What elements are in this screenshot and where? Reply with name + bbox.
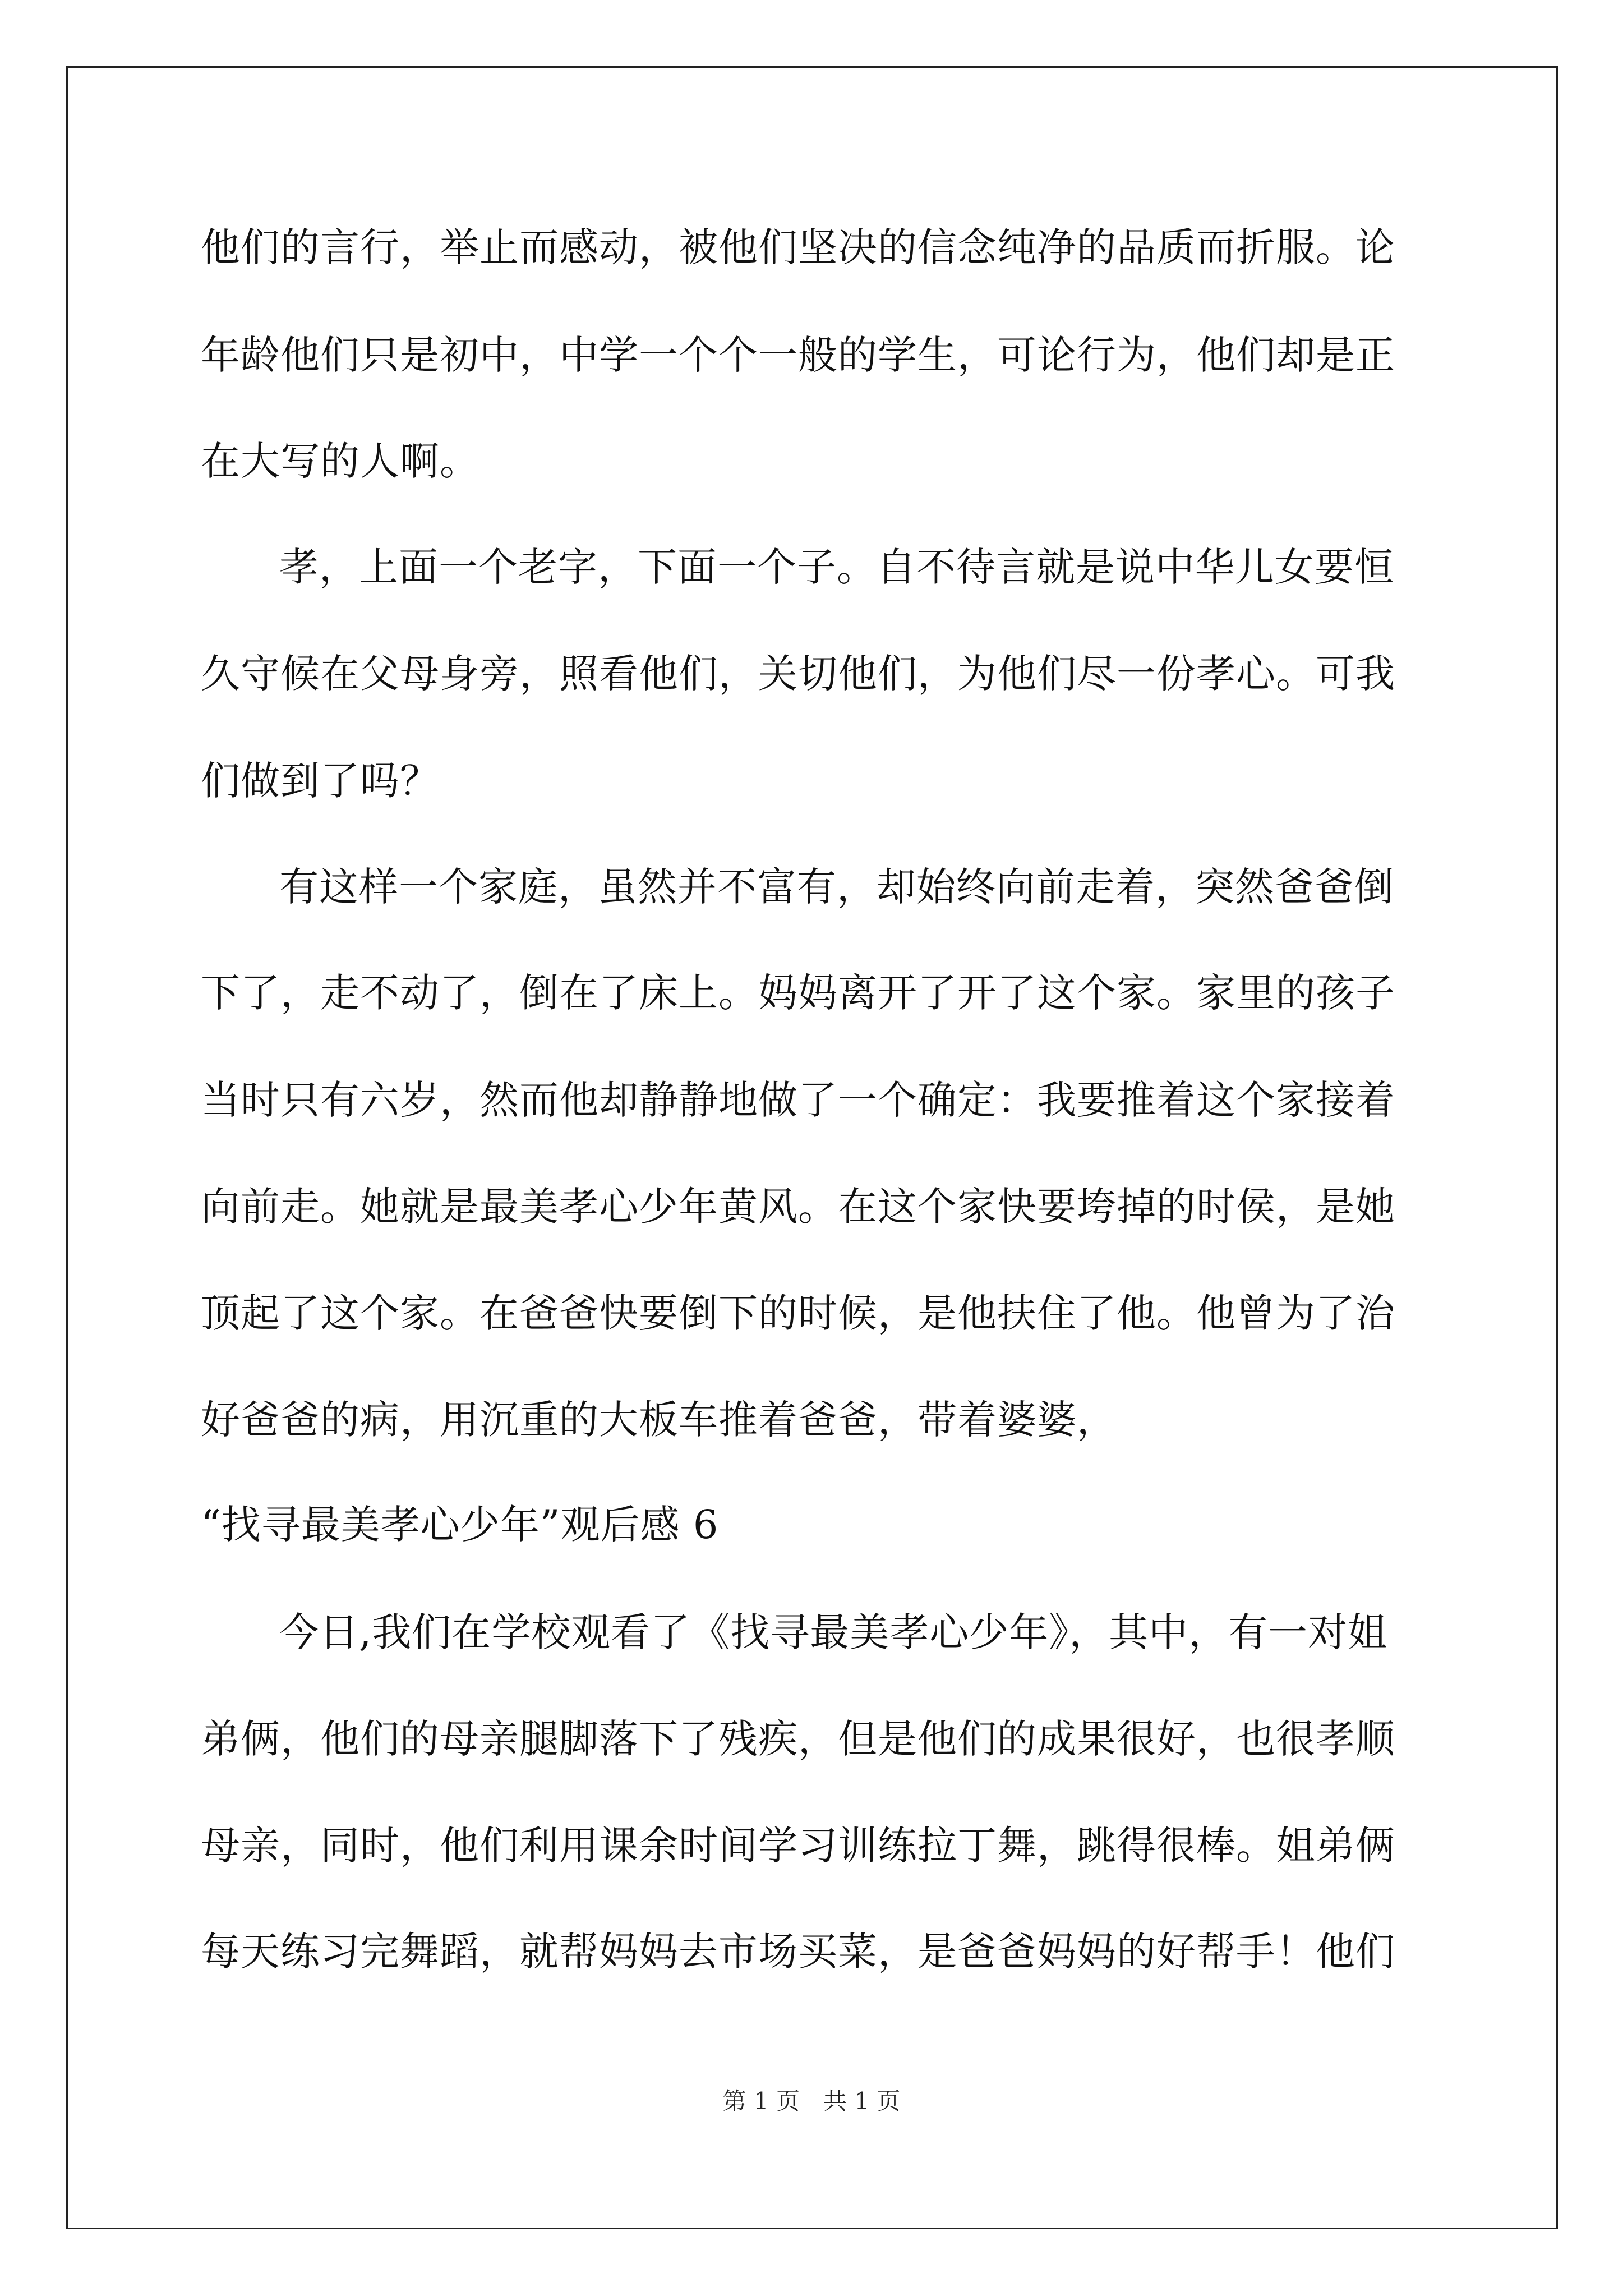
section-heading: “找寻最美孝心少年”观后感 6: [201, 1502, 719, 1548]
page-border: [66, 66, 1558, 2229]
text-line-1: 他们的言行，举止而感动，被他们坚决的信念纯净的品质而折服。论: [201, 224, 1395, 270]
text-line-6: 们做到了吗？: [201, 758, 440, 804]
text-line-2: 年龄他们只是初中，中学一个个一般的学生，可论行为，他们却是正: [201, 332, 1395, 378]
text-line-9: 当时只有六岁，然而他却静静地做了一个确定：我要推着这个家接着: [201, 1077, 1395, 1123]
text-line-12: 好爸爸的病，用沉重的大板车推着爸爸，带着婆婆，: [201, 1397, 1117, 1443]
text-line-8: 下了，走不动了，倒在了床上。妈妈离开了开了这个家。家里的孩子: [201, 970, 1395, 1016]
text-line-4: 孝，上面一个老字，下面一个子。自不待言就是说中华儿女要恒: [279, 544, 1394, 590]
text-line-16: 每天练习完舞蹈，就帮妈妈去市场买菜，是爸爸妈妈的好帮手！他们: [201, 1929, 1395, 1975]
page-footer: 第 1 页 共 1 页: [722, 2087, 901, 2115]
text-line-10: 向前走。她就是最美孝心少年黄风。在这个家快要垮掉的时侯，是她: [201, 1184, 1395, 1230]
text-line-13: 今日,我们在学校观看了《找寻最美孝心少年》，其中，有一对姐: [279, 1609, 1388, 1655]
text-line-11: 顶起了这个家。在爸爸快要倒下的时候，是他扶住了他。他曾为了治: [201, 1290, 1395, 1336]
text-line-7: 有这样一个家庭，虽然并不富有，却始终向前走着，突然爸爸倒: [279, 864, 1394, 910]
text-line-3: 在大写的人啊。: [201, 438, 479, 484]
text-line-15: 母亲，同时，他们利用课余时间学习训练拉丁舞，跳得很棒。姐弟俩: [201, 1823, 1395, 1869]
text-line-14: 弟俩，他们的母亲腿脚落下了残疾，但是他们的成果很好，也很孝顺: [201, 1716, 1395, 1762]
text-line-5: 久守候在父母身旁，照看他们，关切他们，为他们尽一份孝心。可我: [201, 651, 1395, 697]
